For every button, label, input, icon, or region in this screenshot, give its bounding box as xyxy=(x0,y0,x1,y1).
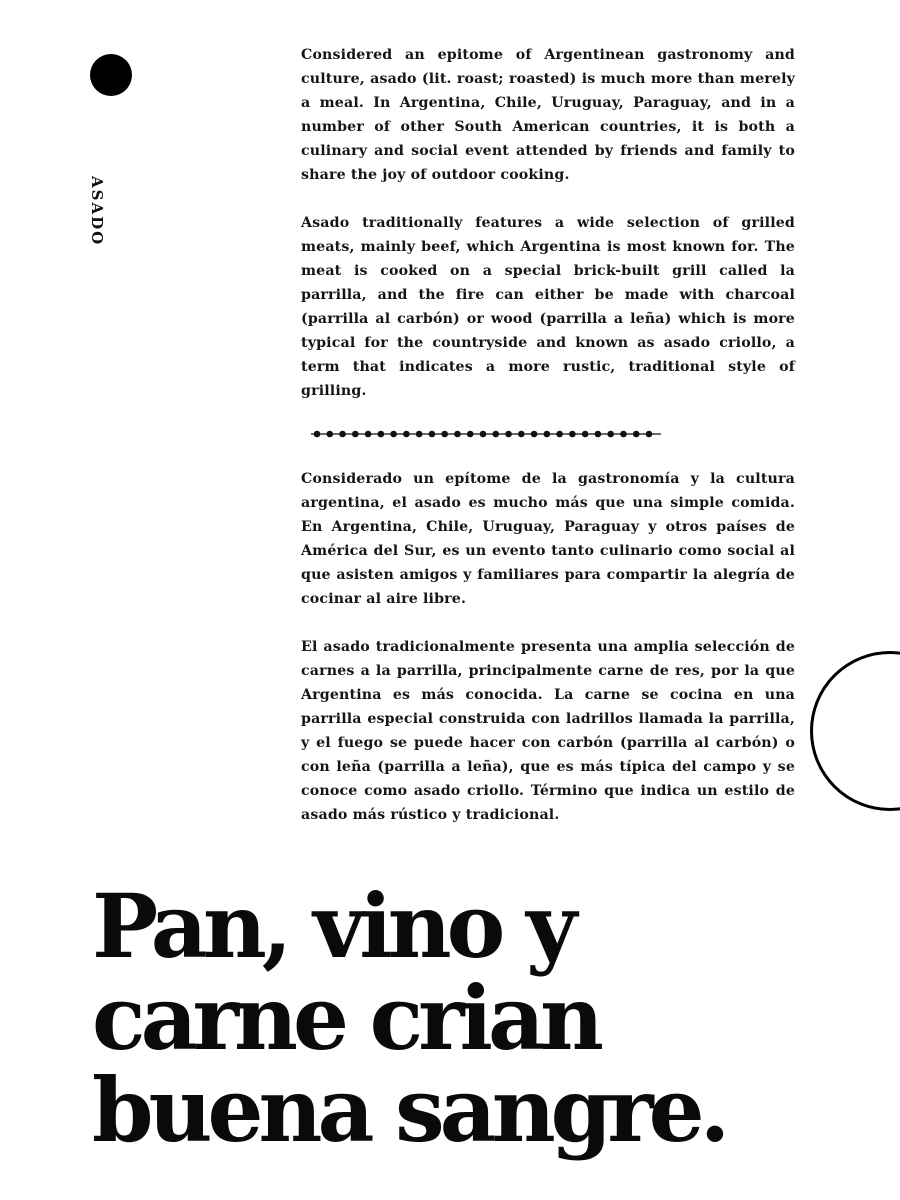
paragraph-gap xyxy=(301,187,795,211)
divider-dot xyxy=(531,431,538,438)
divider-dot xyxy=(416,431,423,438)
divider-dot xyxy=(556,431,563,438)
text-column xyxy=(301,43,795,827)
spanish-paragraph-2: El asado tradicionalmente presenta una amplia selección de carnes a la parrilla, principalmente carne de res, por la que Argentina es más conocida. La carne se cocina en una parrilla especial construida con ladrillos llamada la parrilla, y el fuego se puede hacer con carbón (parrilla al carbón) o con leña (parrilla a leña), que es más típica del campo y se conoce como asado criollo. Término que indica un estilo de asado más rústico y tradicional. xyxy=(301,639,795,823)
divider-dot xyxy=(403,431,410,438)
divider-dot xyxy=(378,431,385,438)
spanish-paragraph-1: Considerado un epítome de la gastronomía y la cultura argentina, el asado es mucho más que una simple comida. En Argentina, Chile, Uruguay, Paraguay y otros países de América del Sur, es un evento tanto culinario como social al que asisten amigos y familiares para compartir la alegría de cocinar al aire libre. xyxy=(301,471,795,607)
divider-dot xyxy=(518,431,525,438)
headline-line-1: Pan, vino y xyxy=(92,874,573,978)
circle-outline-icon xyxy=(810,651,900,811)
divider-dot xyxy=(480,431,487,438)
divider-dot xyxy=(633,431,640,438)
side-label: ASADO xyxy=(88,176,106,247)
divider-dot xyxy=(544,431,551,438)
divider-dot xyxy=(620,431,627,438)
divider-dot xyxy=(390,431,397,438)
divider-dot xyxy=(646,431,653,438)
english-paragraph-2: Asado traditionally features a wide selection of grilled meats, mainly beef, which Argentina is most known for. The meat is cooked on a special brick-built grill called la parrilla, and the fire can either be made with charcoal (parrilla al carbón) or wood (parrilla a leña) which is more typical for the countryside and known as asado criollo, a term that indicates a more rustic, traditional style of grilling. xyxy=(301,215,795,399)
divider-dot xyxy=(339,431,346,438)
divider-dot xyxy=(429,431,436,438)
divider-dot xyxy=(326,431,333,438)
divider-dot xyxy=(582,431,589,438)
headline-line-2: carne crian xyxy=(92,966,599,1070)
headline-line-3: buena sangre. xyxy=(92,1058,726,1162)
divider-dot xyxy=(569,431,576,438)
divider-dot xyxy=(314,431,321,438)
divider-dot xyxy=(365,431,372,438)
divider-dot xyxy=(352,431,359,438)
divider-dot xyxy=(441,431,448,438)
paragraph-gap xyxy=(301,611,795,635)
divider-dot xyxy=(607,431,614,438)
dotted-divider-icon xyxy=(309,427,663,441)
divider-dot xyxy=(492,431,499,438)
divider-dot xyxy=(595,431,602,438)
headline xyxy=(92,874,872,1162)
english-paragraph-1: Considered an epitome of Argentinean gastronomy and culture, asado (lit. roast; roasted) is much more than merely a meal. In Argentina, Chile, Uruguay, Paraguay, and in a number of other South American countries, it is both a culinary and social event attended by friends and family to share the joy of outdoor cooking. xyxy=(301,47,795,183)
divider-dot xyxy=(505,431,512,438)
divider-dot xyxy=(454,431,461,438)
black-dot-icon xyxy=(90,54,132,96)
divider-dot xyxy=(467,431,474,438)
dotted-divider xyxy=(309,427,663,441)
